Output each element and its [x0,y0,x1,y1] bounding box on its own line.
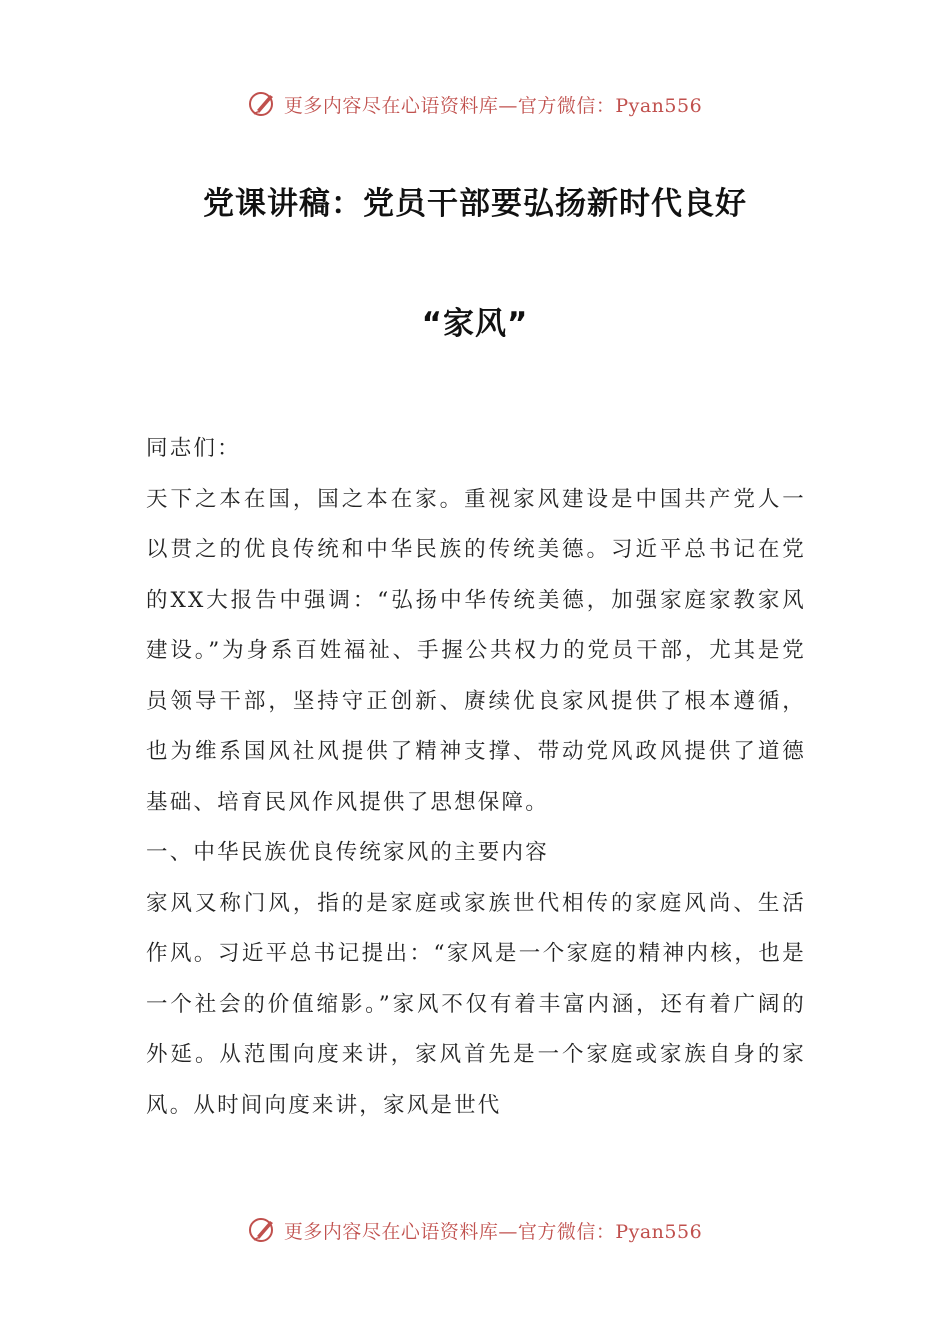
paragraph-family-style: 家风又称门风，指的是家庭或家族世代相传的家庭风尚、生活作风。习近平总书记提出：“家风是一个家庭的精神内核，也是一个社会的价值缩影。”家风不仅有着丰富内涵，还有着广阔的外延。从范围向度来讲，家风首先是一个家庭或家族自身的家风。从时间向度来讲，家风是世代 [146,890,806,1118]
document-title-line-1: 党课讲稿：党员干部要弘扬新时代良好 [203,186,747,222]
header-watermark [0,84,950,124]
section-heading-1: 一、中华民族优良传统家风的主要内容 [146,840,549,865]
pen-circle-logo-icon [248,89,278,119]
salutation: 同志们： [146,436,241,461]
paragraph-intro: 天下之本在国，国之本在家。重视家风建设是中国共产党人一以贯之的优良传统和中华民族的传统美德。习近平总书记在党的XX大报告中强调：“弘扬中华传统美德，加强家庭家教家风建设。”为身系百姓福祉、手握公共权力的党员干部，尤其是党员领导干部，坚持守正创新、赓续优良家风提供了根本遵循，也为维系国风社风提供了精神支撑、带动党风政风提供了道德基础、培育民风作风提供了思想保障。 [146,486,806,815]
document-title-line-2: “家风” [421,306,529,342]
watermark-text: 更多内容尽在心语资料库—官方微信：Pyan556 [283,1220,703,1243]
footer-watermark [0,1210,950,1250]
watermark-text: 更多内容尽在心语资料库—官方微信：Pyan556 [283,94,703,117]
pen-circle-logo-icon [248,1215,278,1245]
document-body [146,424,806,1131]
